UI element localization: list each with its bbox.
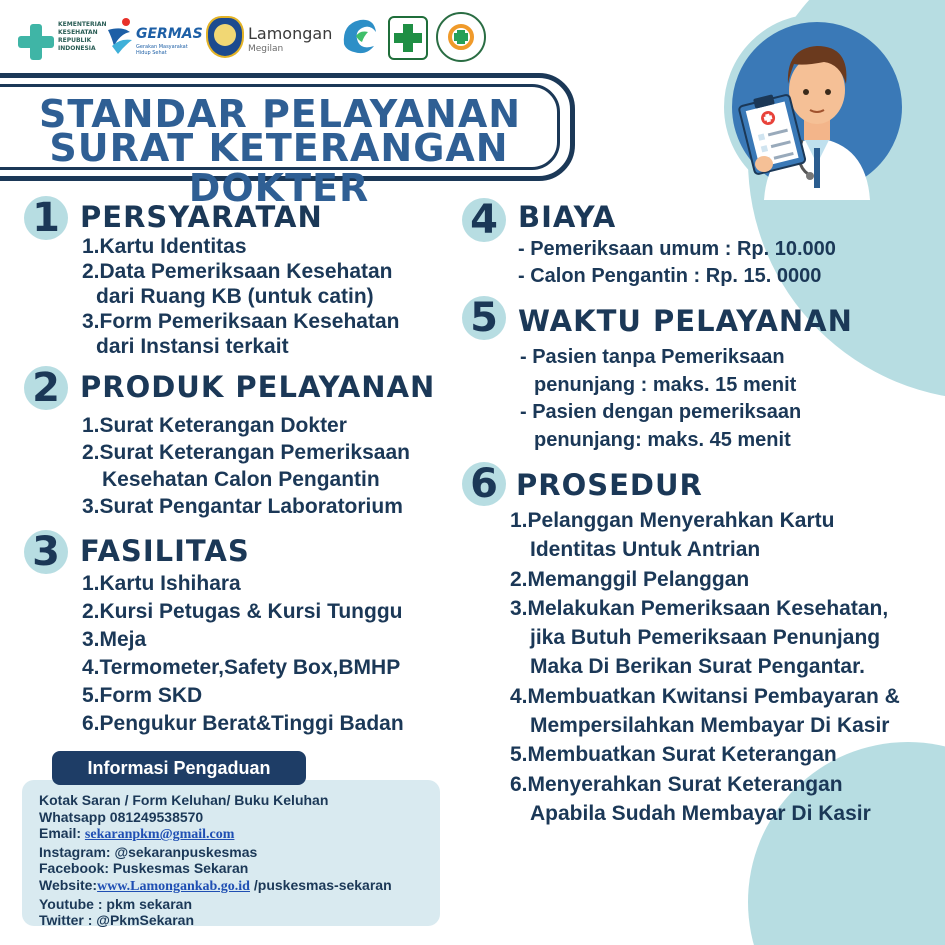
- complaint-info-label: Informasi Pengaduan: [52, 751, 306, 785]
- lamongan-wave-icon: [340, 14, 380, 56]
- list-item: Mempersilahkan Membayar Di Kasir: [530, 714, 890, 738]
- list-item: 2.Surat Keterangan Pemeriksaan: [82, 441, 410, 464]
- list-item: - Pemeriksaan umum : Rp. 10.000: [518, 238, 836, 260]
- list-produk-pelayanan: [82, 412, 410, 520]
- regency-seal-logo: [206, 12, 246, 64]
- email-label: Email:: [39, 825, 85, 842]
- list-item: 3.Melakukan Pemeriksaan Kesehatan,: [510, 596, 889, 620]
- email-row: [39, 825, 392, 844]
- whatsapp-text: Whatsapp 081249538570: [39, 808, 204, 825]
- list-item: Kesehatan Calon Pengantin: [102, 468, 380, 491]
- email-link[interactable]: sekaranpkm@gmail.com: [84, 827, 235, 843]
- page-title-line2: SURAT KETERANGAN DOKTER: [49, 126, 509, 210]
- heading-biaya: BIAYA: [518, 200, 617, 234]
- website-link[interactable]: www.Lamongankab.go.id: [97, 878, 250, 894]
- list-fasilitas: [82, 570, 404, 738]
- section-number-1: 1: [24, 196, 68, 240]
- instagram-text: Instagram: @sekaranpuskesmas: [39, 843, 258, 860]
- youtube-text: Youtube : pkm sekaran: [39, 895, 193, 912]
- list-item: 4.Membuatkan Kwitansi Pembayaran &: [510, 684, 900, 708]
- heading-produk-pelayanan: PRODUK PELAYANAN: [80, 370, 436, 404]
- germas-logo: [104, 12, 204, 64]
- heading-waktu-pelayanan: WAKTU PELAYANAN: [518, 304, 853, 338]
- health-cross-logo: [388, 12, 428, 64]
- lamongan-logo: [248, 12, 380, 64]
- kemenkes-cross-icon: [18, 24, 54, 60]
- twitter-text: Twitter : @PkmSekaran: [39, 912, 194, 929]
- list-item: 1.Kartu Identitas: [82, 235, 247, 258]
- list-item: 1.Surat Keterangan Dokter: [82, 414, 347, 437]
- list-item: jika Butuh Pemeriksaan Penunjang: [530, 626, 881, 650]
- list-item: 3.Surat Pengantar Laboratorium: [82, 495, 403, 518]
- list-item: penunjang: maks. 45 menit: [534, 428, 791, 451]
- logo-strip: [16, 12, 486, 64]
- germas-subtitle: Gerakan Masyarakat Hidup Sehat: [136, 44, 188, 56]
- complaint-info-text: [39, 792, 392, 929]
- section-number-2: 2: [24, 366, 68, 410]
- list-item: 2.Data Pemeriksaan Kesehatan: [82, 260, 393, 283]
- list-persyaratan: [82, 234, 399, 359]
- lamongan-title: Lamongan: [248, 24, 333, 43]
- lamongan-subtitle: Megilan: [248, 44, 284, 54]
- kotak-saran-text: Kotak Saran / Form Keluhan/ Buku Keluhan: [39, 792, 329, 808]
- list-item: 4.Termometer,Safety Box,BMHP: [82, 656, 401, 679]
- list-item: Apabila Sudah Membayar Di Kasir: [530, 801, 871, 825]
- section-number-5: 5: [462, 296, 506, 340]
- list-prosedur: [510, 506, 900, 828]
- germas-figure-icon: [104, 16, 134, 56]
- list-item: 5.Form SKD: [82, 684, 203, 707]
- facebook-text: Facebook: Puskesmas Sekaran: [39, 860, 249, 877]
- list-item: 3.Meja: [82, 628, 147, 651]
- kemenkes-logo: [16, 12, 111, 64]
- list-item: 6.Menyerahkan Surat Keterangan: [510, 772, 843, 796]
- list-item: 3.Form Pemeriksaan Kesehatan: [82, 310, 400, 333]
- section-number-6: 6: [462, 462, 506, 506]
- list-item: - Calon Pengantin : Rp. 15. 0000: [518, 264, 822, 287]
- website-label: Website:: [39, 876, 98, 893]
- list-item: dari Instansi terkait: [96, 335, 289, 358]
- heading-fasilitas: FASILITAS: [80, 534, 250, 568]
- list-item: 1.Pelanggan Menyerahkan Kartu: [510, 509, 835, 532]
- section-number-3: 3: [24, 530, 68, 574]
- germas-title: GERMAS: [136, 26, 203, 42]
- list-item: penunjang : maks. 15 menit: [534, 373, 797, 396]
- list-item: Maka Di Berikan Surat Pengantar.: [530, 655, 865, 679]
- website-row: [39, 877, 392, 896]
- heading-prosedur: PROSEDUR: [516, 468, 703, 502]
- list-item: Identitas Untuk Antrian: [530, 538, 761, 562]
- list-item: - Pasien dengan pemeriksaan: [520, 401, 802, 423]
- kemenkes-text: KEMENTERIAN KESEHATAN REPUBLIK INDONESIA: [58, 21, 107, 52]
- puskesmas-logo: [436, 12, 486, 64]
- list-item: - Pasien tanpa Pemeriksaan: [520, 346, 785, 368]
- list-item: 1.Kartu Ishihara: [82, 572, 241, 595]
- website-path: /puskesmas-sekaran: [249, 876, 392, 893]
- list-waktu-pelayanan: [520, 344, 801, 454]
- doctor-icon: [724, 14, 910, 200]
- page-title-line1: STANDAR PELAYANAN: [38, 92, 522, 136]
- list-item: dari Ruang KB (untuk catin): [96, 285, 374, 308]
- heading-persyaratan: PERSYARATAN: [80, 200, 323, 234]
- list-item: 5.Membuatkan Surat Keterangan: [510, 743, 837, 767]
- list-item: 2.Kursi Petugas & Kursi Tunggu: [82, 600, 403, 623]
- list-item: 6.Pengukur Berat&Tinggi Badan: [82, 712, 404, 735]
- list-item: 2.Memanggil Pelanggan: [510, 567, 750, 591]
- section-number-4: 4: [462, 198, 506, 242]
- list-biaya: [518, 236, 836, 289]
